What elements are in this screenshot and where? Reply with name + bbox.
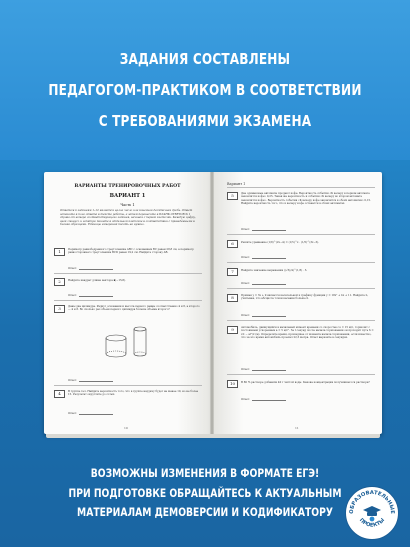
answer-field-5[interactable] [241,228,286,231]
task-number-4: 4 [54,390,65,398]
task-number-8: 8 [227,294,238,302]
right-page-heading: Вариант 1 [227,182,246,186]
task-text-1: Периметр равнобедренного треугольника ABC с основанием BC равен 28,8 см, а периметр равностороннего треугольника BCD равен 19,2 см. Найдите сторону AB. [68,248,194,255]
task-number-2: 2 [54,278,65,286]
answer-label: Ответ: [241,282,250,285]
task-text-10: В 80 % растворе добавили 40 г чистой воды. Какова концентрация получившегося раствора? [241,381,370,384]
headline-line-1: ЗАДАНИЯ СОСТАВЛЕНЫ [119,50,291,68]
notice-line-3: МАТЕРИАЛАМ ДЕМОВЕРСИИ И КОДИФИКАТОРУ [77,505,333,519]
task-text-7: Найдите значение выражения ((√3)/4)^(1/3) · 3. [241,269,308,272]
task-number-1: 1 [54,248,65,256]
answer-field-8[interactable] [241,314,286,317]
divider [54,273,202,274]
task-text-3: Даны два цилиндра. Радиус основания и высота первого равны соответственно 4 и 6, а второго — 4 и 6. Во сколько раз объём первого цилиндра больше объёма второго? [68,305,200,312]
task-text-2: Найдите квадрат длины вектора a⃗(−15;6). [68,279,127,282]
task-text-4: В группе тел. Найдите вероятность того, что в группе наудачу будет не менее 10, но не более 15. Результат округлите до сотых. [68,390,199,397]
headline-line-2: ПЕДАГОГОМ-ПРАКТИКОМ В СООТВЕТСТВИИ [48,81,362,99]
logo-emblem-icon [345,486,399,540]
cylinders-figure [104,324,152,360]
task-text-6: Решите уравнение (1/8)^(2x−4) = (1/5)^x · (1/5)^(3x−5). [241,241,320,244]
task-number-7: 7 [227,268,238,276]
book-gutter [210,172,214,434]
logo-text-top: ОБРАЗОВАТЕЛЬНЫЕ [348,489,396,515]
part-title: Часть 1 [120,203,135,207]
divider [227,234,375,235]
answer-field-4[interactable] [68,412,113,415]
publisher-logo [345,486,401,542]
answer-label: Ответ: [241,228,250,231]
left-page [44,172,211,434]
task-number-10: 10 [227,380,238,388]
page-number-left: 10 [124,426,128,430]
answer-field-7[interactable] [241,282,286,285]
instructions: Ответом к заданиям 1–12 является целое число или конечная десятичная дробь. Ответ запишите в поле ответа в тексте работы, а затем перенесите в БЛАНК ОТВЕТОВ № 1 справа от номера соответствующего задания, начиная с первой клеточки. Каждую цифру, знак «минус» и запятую пишите в отдельной клеточке в соответствии с приведёнными в бланке образцами. Единицы измерений писать не нужно. [60,208,196,227]
divider [227,374,375,375]
variant-title: ВАРИАНТ 1 [109,193,146,199]
task-text-9: Автомобиль, движущийся в начальный момент времени со скоростью v₀ = 15 м/с, тормозит с постоянным ускорением a = 5 м/с². За t секунд после начала торможения он проходит путь S = v₀t − at²/2 (м). Определите время, прошедшее от момента начала торможения, если известно, что за это время автомобиль проехал 22,5 метра. Ответ выразите в секундах. [241,326,374,340]
divider [54,300,202,301]
headline-line-3: С ТРЕБОВАНИЯМИ ЭКЗАМЕНА [98,112,312,130]
page-number-right: 11 [295,426,299,430]
divider [227,320,375,321]
divider [227,187,375,188]
task-number-3: 3 [54,305,65,313]
open-book [44,168,382,446]
answer-label: Ответ: [68,294,77,297]
left-page-heading: ВАРИАНТЫ ТРЕНИРОВОЧНЫХ РАБОТ [74,184,181,189]
logo-text-bottom: ПРОЕКТЫ [357,517,387,529]
answer-field-9[interactable] [241,368,286,371]
answer-label: Ответ: [241,398,250,401]
task-number-5: 5 [227,192,238,200]
answer-label: Ответ: [68,412,77,415]
headline [45,44,365,137]
task-number-6: 6 [227,240,238,248]
divider [54,385,202,386]
answer-field-1[interactable] [68,267,113,270]
notice-line-1: ВОЗМОЖНЫ ИЗМЕНЕНИЯ В ФОРМАТЕ ЕГЭ! [90,466,320,480]
answer-field-10[interactable] [241,398,286,401]
answer-field-6[interactable] [241,256,286,259]
task-text-8: Прямая y = 3x + 9 является касательной к графику функции y = 18x² + bx + 11. Найдите b, учитывая, что абсцисса точки касания больше 0. [241,294,369,301]
divider [227,288,375,289]
answer-field-2[interactable] [68,294,113,297]
answer-label: Ответ: [68,267,77,270]
answer-label: Ответ: [241,368,250,371]
task-text-5: Две одинаковые автоматы продают кофе. Вероятность события «К вечеру в первом автомате закончится кофе» 0,25. Такая же вероятность и события «К вечеру во втором автомате закончится кофе». Вероятность события «К вечеру кофе закончится в обоих автоматах» 0,15. Найдите вероятность того, что к вечеру кофе останется в обоих автоматах. [241,192,371,206]
answer-label: Ответ: [241,256,250,259]
right-page [213,172,382,434]
answer-label: Ответ: [68,379,77,382]
task-number-9: 9 [227,326,238,334]
answer-field-3[interactable] [68,379,113,382]
answer-label: Ответ: [241,314,250,317]
exam-notice [41,464,369,523]
book-base [46,434,380,438]
notice-line-2: ПРИ ПОДГОТОВКЕ ОБРАЩАЙТЕСЬ К АКТУАЛЬНЫМ [68,485,342,500]
divider [227,262,375,263]
